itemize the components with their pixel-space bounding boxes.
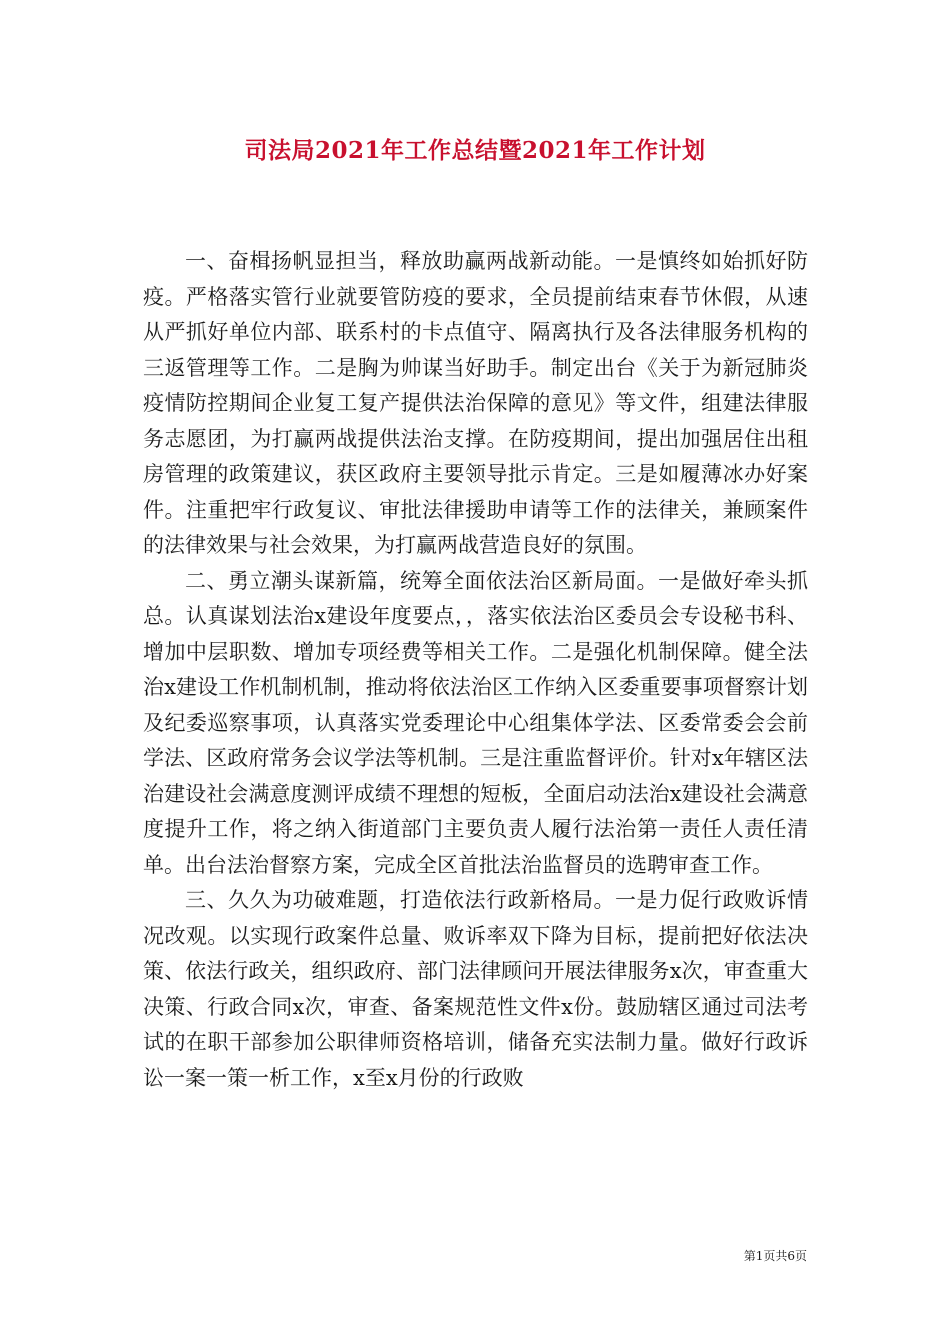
paragraph-2: 二、勇立潮头谋新篇，统筹全面依法治区新局面。一是做好牵头抓总。认真谋划法治x建设年度要点，，落实依法治区委员会专设秘书科、增加中层职数、增加专项经费等相关工作。二是强化机制保障。健全法治x建设工作机制机制，推动将依法治区工作纳入区委重要事项督察计划及纪委巡察事项，认真落实党委理论中心组集体学法、区委常委会会前学法、区政府常务会议学法等机制。三是注重监督评价。针对x年辖区法治建设社会满意度测评成绩不理想的短板，全面启动法治x建设社会满意度提升工作，将之纳入街道部门主要负责人履行法治第一责任人责任清单。出台法治督察方案，完成全区首批法治监督员的选聘审查工作。 [143, 568, 808, 877]
paragraph-1: 一、奋楫扬帆显担当，释放助赢两战新动能。一是慎终如始抓好防疫。严格落实管行业就要管防疫的要求，全员提前结束春节休假，从速从严抓好单位内部、联系村的卡点值守、隔离执行及各法律服务机构的三返管理等工作。二是胸为帅谋当好助手。制定出台《关于为新冠肺炎疫情防控期间企业复工复产提供法治保障的意见》等文件，组建法律服务志愿团，为打赢两战提供法治支撑。在防疫期间，提出加强居住出租房管理的政策建议，获区政府主要领导批示肯定。三是如履薄冰办好案件。注重把牢行政复议、审批法律援助申请等工作的法律关，兼顾案件的法律效果与社会效果，为打赢两战营造良好的氛围。 [143, 249, 808, 557]
document-title: 司法局2021年工作总结暨2021年工作计划 [244, 137, 706, 164]
page-number: 第1页共6页 [743, 1249, 807, 1263]
document-body [143, 244, 808, 1096]
paragraph-3: 三、久久为功破难题，打造依法行政新格局。一是力促行政败诉情况改观。以实现行政案件总量、败诉率双下降为目标，提前把好依法决策、依法行政关，组织政府、部门法律顾问开展法律服务x次，审查重大决策、行政合同x次，审查、备案规范性文件x份。鼓励辖区通过司法考试的在职干部参加公职律师资格培训，储备充实法制力量。做好行政诉讼一案一策一析工作，x至x月份的行政败 [143, 888, 808, 1090]
